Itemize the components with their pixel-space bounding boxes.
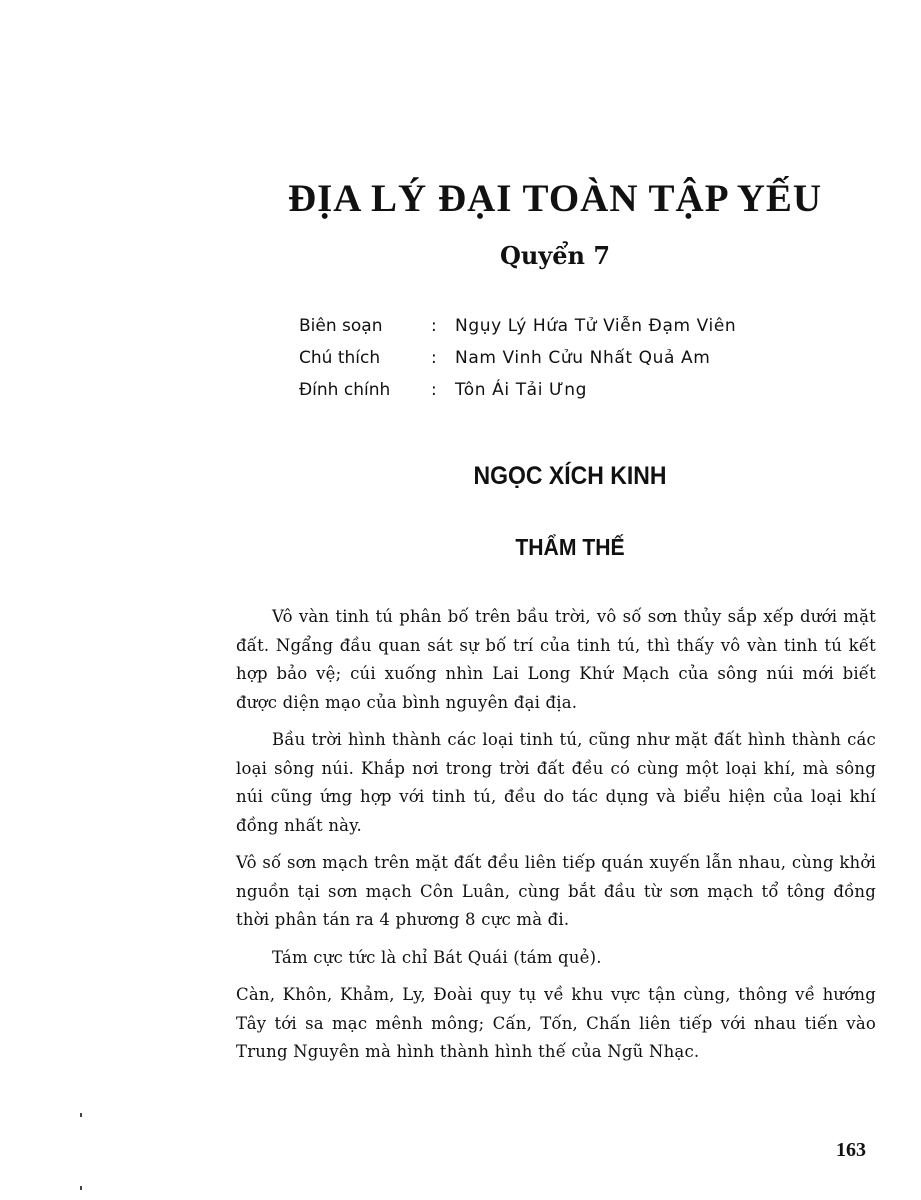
book-title: ĐỊA LÝ ĐẠI TOÀN TẬP YẾU [287,177,823,220]
paragraph: Vô vàn tinh tú phân bố trên bầu trời, vô số sơn thủy sắp xếp dưới mặt đất. Ngẩng đầu quan sát sự bố trí của tinh tú, thì thấy vô vàn tinh tú kết hợp bảo vệ; cúi xuống nhìn Lai Long Khứ Mạch của sông núi mới biết được diện mạo của bình nguyên đại địa. [236,607,876,712]
credit-value: Nam Vinh Cửu Nhất Quả Am [455,348,711,368]
paragraph: Càn, Khôn, Khảm, Ly, Đoài quy tụ về khu vực tận cùng, thông về hướng Tây tới sa mạc mênh mông; Cấn, Tốn, Chấn liên tiếp với nhau tiến vào Trung Nguyên mà hình thành hình thế của Ngũ Nhạc. [236,985,876,1061]
subsection-title: THẨM THẾ [515,534,625,560]
credits-block [299,310,736,406]
credit-label: Biên soạn [299,316,383,336]
credit-row-editor [299,310,736,342]
section-title: NGỌC XÍCH KINH [473,462,667,490]
credit-label: Chú thích [299,348,381,368]
credit-separator: : [431,380,437,400]
body-text [236,603,876,1076]
credit-separator: : [431,316,437,336]
paragraph: Bầu trời hình thành các loại tinh tú, cũng như mặt đất hình thành các loại sông núi. Khắp nơi trong trời đất đều có cùng một loại khí, mà sông núi cũng ứng hợp với tinh tú, đều do tác dụng và biểu hiện của loại khí đồng nhất này. [236,730,876,835]
paragraph: Tám cực tức là chỉ Bát Quái (tám quẻ). [272,947,602,967]
scan-speck [80,1186,82,1190]
volume-label: Quyển 7 [499,241,611,270]
page-number: 163 [836,1139,866,1161]
credit-row-corrector [299,374,736,406]
credit-row-annotator [299,342,736,374]
credit-label: Đính chính [299,380,391,400]
credit-value: Tôn Ái Tải Ưng [455,380,587,400]
scan-speck [80,1113,82,1117]
paragraph: Vô số sơn mạch trên mặt đất đều liên tiếp quán xuyến lẫn nhau, cùng khởi nguồn tại sơn mạch Côn Luân, cùng bắt đầu từ sơn mạch tổ tông đồng thời phân tán ra 4 phương 8 cực mà đi. [236,853,876,929]
credit-separator: : [431,348,437,368]
credit-value: Ngụy Lý Hứa Tử Viễn Đạm Viên [455,316,737,336]
